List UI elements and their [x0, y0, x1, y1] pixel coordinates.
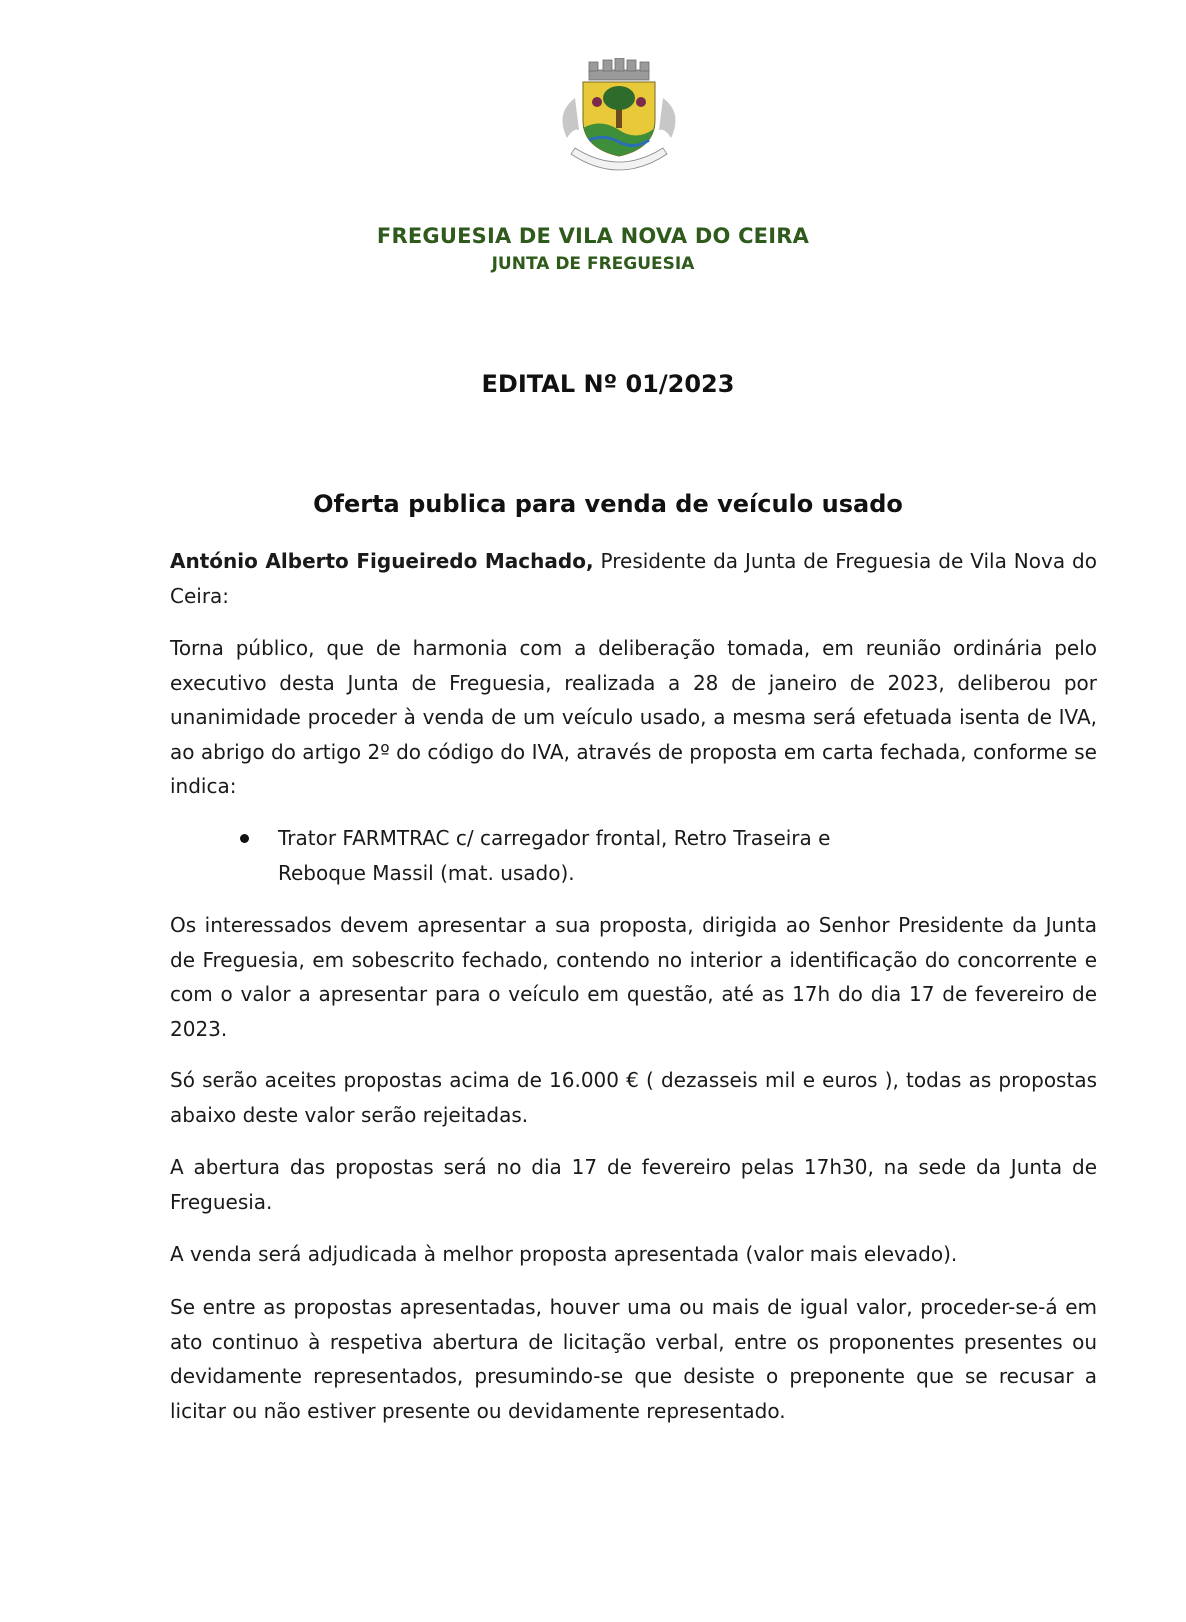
- bullet-line-2: Reboque Massil (mat. usado).: [278, 860, 575, 885]
- organization-name: FREGUESIA DE VILA NOVA DO CEIRA: [376, 224, 810, 248]
- bullet-item-vehicle: [240, 821, 880, 890]
- organization-subtitle: JUNTA DE FREGUESIA: [491, 254, 695, 274]
- president-name: António Alberto Figueiredo Machado,: [170, 549, 594, 573]
- intro-text: Presidente da Junta de Freguesia de Vila Nova do Ceira:: [170, 549, 1097, 608]
- paragraph-tie-bidding: Se entre as propostas apresentadas, houver uma ou mais de igual valor, proceder-se-á em ato continuo à respetiva abertura de licitação verbal, entre os proponentes presentes ou devidamente representados, presumindo-se que desiste o preponente que se recusar a licitar ou não estiver presente ou devidamente representado.: [170, 1295, 1097, 1423]
- paragraph-minimum-value: Só serão aceites propostas acima de 16.000 € ( dezasseis mil e euros ), todas as propostas abaixo deste valor serão rejeitadas.: [170, 1068, 1097, 1127]
- document-subject: Oferta publica para venda de veículo usado: [313, 490, 903, 518]
- paragraph-award: A venda será adjudicada à melhor proposta apresentada (valor mais elevado).: [170, 1242, 958, 1266]
- edital-number: EDITAL Nº 01/2023: [481, 370, 735, 398]
- bullet-line-1: Trator FARMTRAC c/ carregador frontal, Retro Traseira e: [278, 826, 831, 850]
- paragraph-submission: Os interessados devem apresentar a sua proposta, dirigida ao Senhor Presidente da Junta de Freguesia, em sobescrito fechado, contendo no interior a identificação do concorrente e com o valor a apresentar para o veículo em questão, até as 17h do dia 17 de fevereiro de 2023.: [170, 913, 1097, 1041]
- parish-coat-of-arms-logo: [545, 58, 693, 176]
- paragraph-opening: A abertura das propostas será no dia 17 de fevereiro pelas 17h30, na sede da Junta de Freguesia.: [170, 1155, 1097, 1214]
- intro-paragraph: [170, 544, 1097, 613]
- bullet-icon: [240, 834, 249, 843]
- paragraph-deliberation: Torna público, que de harmonia com a deliberação tomada, em reunião ordinária pelo executivo desta Junta de Freguesia, realizada a 28 de janeiro de 2023, deliberou por unanimidade proceder à venda de um veículo usado, a mesma será efetuada isenta de IVA, ao abrigo do artigo 2º do código do IVA, através de proposta em carta fechada, conforme se indica:: [170, 636, 1097, 798]
